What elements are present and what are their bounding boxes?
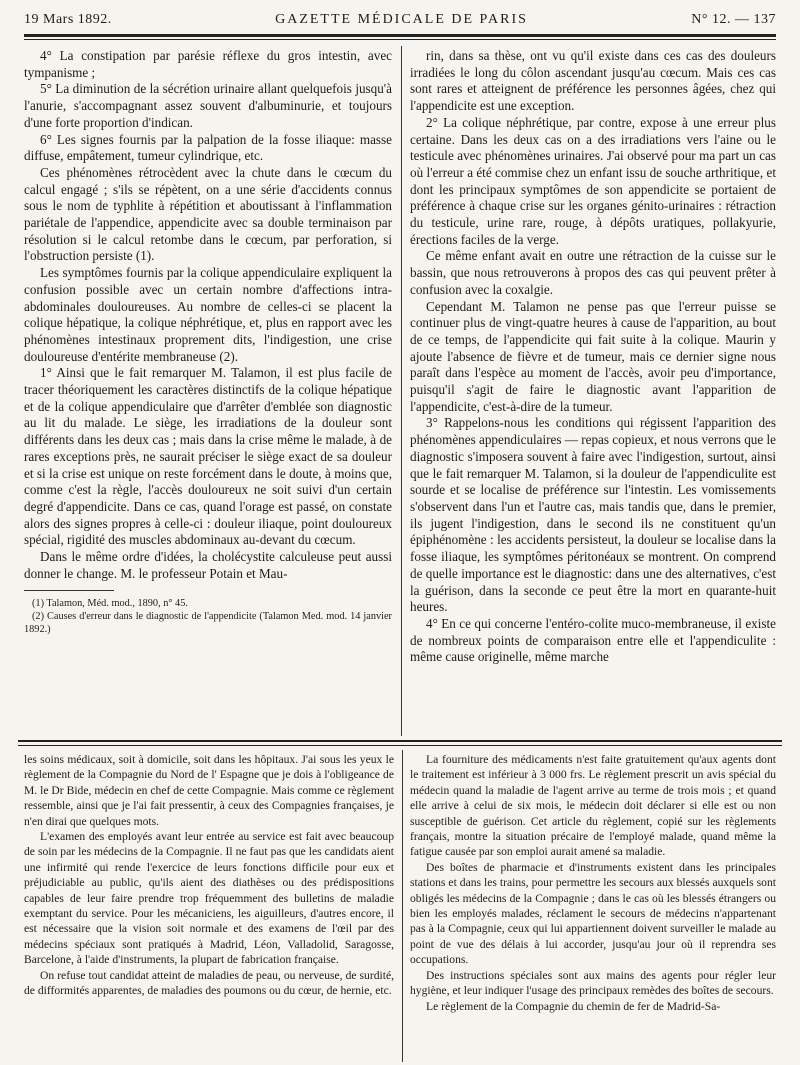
paragraph: 5° La diminution de la sécrétion urinaire allant quelquefois jusqu'à l'anurie, s'accompagnant assez souvent d'albuminurie, et toujours d'une forte proportion d'indican. xyxy=(24,81,392,130)
paragraph: 4° En ce qui concerne l'entéro-colite muco-membraneuse, il existe de nombreux points de comparaison entre elle et l'appendiculite : même cause originelle, même marche xyxy=(410,615,776,665)
page-header xyxy=(24,6,776,28)
paragraph: Cependant M. Talamon ne pense pas que l'erreur puisse se continuer plus de vingt-quatre heures à cause de l'apparition, au bout de ce temps, de l'appendicite qui fait suite à la colique. Maurin y ajoute l'absence de fièvre et de tumeur, mais ce dernier signe nous paraît dans l'espèce au moment de l'accès, avoir peu d'importance, puisqu'il s'agit de faire le diagnostic avant l'apparition de l'appendicite, c'est-à-dire de la tumeur. xyxy=(410,298,776,414)
footnote-separator xyxy=(24,590,114,591)
paragraph: On refuse tout candidat atteint de maladies de peau, ou nerveuse, de surdité, de difformités apparentes, de maladies des poumons ou du cœur, de hernie, etc. xyxy=(24,968,394,998)
footnotes xyxy=(24,597,392,637)
journal-title: GAZETTE MÉDICALE DE PARIS xyxy=(275,12,528,27)
issue-page-number: N° 12. — 137 xyxy=(691,12,776,27)
section-divider-thick xyxy=(18,740,782,742)
paragraph: rin, dans sa thèse, ont vu qu'il existe dans ces cas des douleurs irradiées le long du côlon ascendant jusqu'au cœcum. Mais ces cas sont rares et atteignent de préférence les personnes âgées, chez qui l'appendicite est une exception. xyxy=(410,48,776,114)
footnote: (2) Causes d'erreur dans le diagnostic de l'appendicite (Talamon Med. mod. 14 janvier 1892.) xyxy=(24,610,392,635)
paragraph: Des boîtes de pharmacie et d'instruments existent dans les principales stations et dans les trains, pour permettre les secours aux blessés auxquels sont obligés les médecins de la Compagnie ; dans le cas où les blessés étrangers ou bien les employés malades, réclament le secours de médecins n'appartenant pas à la Compagnie, ceux qui lui appartiennent doivent surveiller le malade au point de vue des délais à lui accorder, jusqu'au jour où il reprendra ses occupations. xyxy=(410,860,776,967)
paragraph: les soins médicaux, soit à domicile, soit dans les hôpitaux. J'ai sous les yeux le règlement de la Compagnie du Nord de l' Espagne que je dois à l'obligeance de M. le Dr Bide, médecin en chef de cette Compagnie. Mais comme ce règlement ressemble, ainsi que je l'ai fait pressentir, à ceux des Compagnies françaises, je n'en dirai que quelques mots. xyxy=(24,753,394,828)
upper-left-column xyxy=(24,48,392,636)
upper-right-column xyxy=(410,48,776,666)
lower-left-column xyxy=(24,752,394,999)
paragraph: 3° Rappelons-nous les conditions qui régissent l'apparition des phénomènes appendiculaires — repas copieux, et nous verrons que le diagnostic s'imposera souvent à faire avec l'indigestion, surtout, ainsi que le fait remarquer M. Talamon, si la douleur de l'appendiculite est sourde et se localise de préférence sur l'intestin. Les vomissements s'observent dans l'un et l'autre cas, mais tandis que, dans le premier, ils jugent l'indigestion, dans le second ils ne constituent qu'un épiphénomène : les accidents persisteut, la douleur se localise dans la fosse iliaque, les symptômes péritonéaux se montrent. On comprend de quelle importance est le diagnostic: dans une des alternatives, c'est la guérison, dans la seconde ce peut être la mort en quarante-huit heures. xyxy=(410,415,776,615)
paragraph: Le règlement de la Compagnie du chemin de fer de Madrid-Sa- xyxy=(426,999,721,1013)
section-divider-thin xyxy=(18,745,782,746)
paragraph: Des instructions spéciales sont aux mains des agents pour régler leur hygiène, et leur indiquer l'usage des principaux remèdes des boîtes de secours. xyxy=(410,968,776,998)
paragraph: Ces phénomènes rétrocèdent avec la chute dans le cœcum du calcul engagé ; s'ils se répètent, on a une série d'accidents connus sous le nom de typhlite à répétition et aboutissant à l'inflammation pariétale de l'appendice, appendicite avec sa double terminaison par résolution si le calcul retombe dans le cœcum, par perforation, si l'obstruction persiste (1). xyxy=(24,164,392,264)
paragraph: 2° La colique néphrétique, par contre, expose à une erreur plus certaine. Dans les deux cas on a des irradiations vers l'aine ou le testicule avec phénomènes urinaires. J'ai observé pour ma part un cas où l'erreur a été commise chez un enfant issu de souche arthritique, et dont les principaux symptômes de son appendicite se portaient de préférence à chaque crise sur les organes génito-urinaires : rétraction du testicule, urine rare, rouge, à dépôts uratiques, pollakyurie, érections faciles de la verge. xyxy=(410,114,776,247)
column-rule xyxy=(401,46,402,736)
header-date: 19 Mars 1892. xyxy=(24,12,112,27)
footnote: (1) Talamon, Méd. mod., 1890, n° 45. xyxy=(32,597,188,609)
column-rule xyxy=(402,750,403,1062)
paragraph: 4° La constipation par parésie réflexe du gros intestin, avec tympanisme ; xyxy=(24,48,392,80)
paragraph: 6° Les signes fournis par la palpation de la fosse iliaque: masse diffuse, empâtement, tumeur cylindrique, etc. xyxy=(24,131,392,164)
paragraph: Les symptômes fournis par la colique appendiculaire expliquent la confusion possible avec un certain nombre d'affections intra-abdominales douloureuses. Au nombre de celles-ci se placent la colique hépatique, la colique néphrétique, et, plus en rapport avec les phénomènes intestinaux proprement dits, l'indigestion, une crise douloureuse d'entérite membraneuse (2). xyxy=(24,265,392,364)
paragraph: Ce même enfant avait en outre une rétraction de la cuisse sur le bassin, que nous retrouverons à propos des cas qui peuvent prêter à confusion avec la coxalgie. xyxy=(410,248,776,297)
paragraph: Dans le même ordre d'idées, la cholécystite calculeuse peut aussi donner le change. M. le professeur Potain et Mau- xyxy=(24,549,392,581)
paragraph: L'examen des employés avant leur entrée au service est fait avec beaucoup de soin par les médecins de la Compagnie. Il ne faut pas que les candidats aient une infirmité qui rende l'exercice de leurs fonctions difficile pour eux et préjudiciable au public, qu'ils aient des diathèses ou des prédispositions capables de leur faire prendre trop fréquemment des bulletins de maladie exemptant du service. Pour les mécaniciens, les aiguilleurs, d'autres encore, il est nécessaire que la vision soit normale et des examens de l'œil par des médecins spéciaux sont pratiqués à Madrid, Léon, Valladolid, Saragosse, Barcelone, à l'aide d'instruments, la plupart de fabrication française. xyxy=(24,830,394,967)
paragraph: 1° Ainsi que le fait remarquer M. Talamon, il est plus facile de tracer théoriquement les caractères distinctifs de la colique hépatique et de la colique appendiculaire que d'arrêter d'emblée son diagnostic au lit du malade. Le siège, les irradiations de la douleur sont différents dans les deux cas ; mais dans la crise même le malade, à de rares exceptions près, ne saurait préciser le siège exact de sa douleur et si la crise est unique on reste forcément dans le doute, à moins que, comme c'est la règle, l'accès douloureux ne soit suivi d'un certain degré d'appendicite. Dans ce cas, quand l'orage est passé, on constate alors des signes propres à celle-ci : douleur iliaque, point douloureux spécial, rigidité des muscles abdominaux au-devant du cœcum. xyxy=(24,365,392,548)
paragraph: La fourniture des médicaments n'est faite gratuitement qu'aux agents dont le traitement est inférieur à 3 000 frs. Le règlement prescrit un avis spécial du médecin quand la maladie de l'agent arrive au terme de trois mois ; et quand elle arrive à celui de six mois, le médecin doit déclarer si elle est ou non susceptible de guérison. Cet article du règlement, copié sur les règlements français, montre la situation précaire de l'employé malade, quand même la fatigue causée par son emploi aurait amené sa maladie. xyxy=(410,753,776,859)
lower-right-column xyxy=(410,752,776,1014)
header-rule-thin xyxy=(24,39,776,40)
header-rule-thick xyxy=(24,34,776,37)
